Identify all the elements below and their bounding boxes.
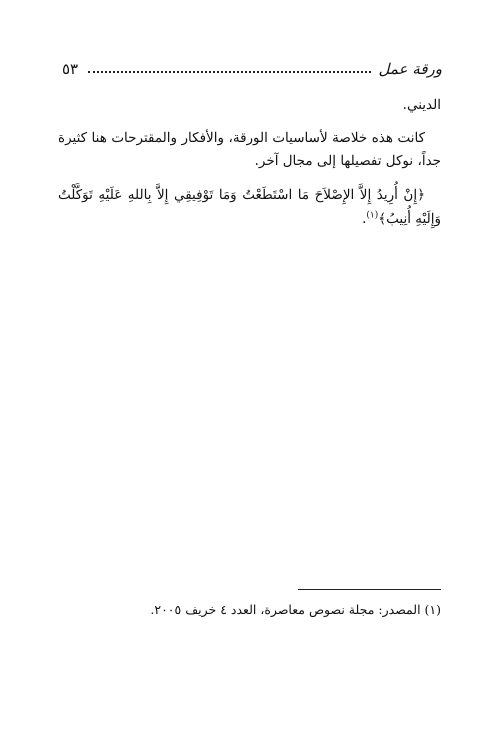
paragraph-continuation: الديني. — [402, 97, 441, 113]
paragraph-summary: كانت هذه خلاصة لأساسيات الورقة، والأفكار والمقترحات هنا كثيرة جداً، نوكل تفصيلها إلى مجال آخر. — [58, 130, 441, 169]
running-header — [62, 56, 442, 78]
verse-end-period: . — [362, 211, 367, 227]
footnote: (١) المصدر: مجلة نصوص معاصرة، العدد ٤ خريف ٢٠٠٥. — [150, 602, 441, 617]
header-title: ورقة عمل — [378, 60, 442, 78]
header-dot-leader — [88, 71, 370, 73]
verse-text: ﴿إِنْ أُرِيدُ إِلاَّ الإِصْلاَحَ مَا اسْتَطَعْتُ وَمَا تَوْفِيقِي إِلاَّ بِاللهِ عَلَيْهِ تَوَكَّلْتُ وَإِلَيْهِ أُنِيبُ﴾ — [58, 187, 441, 227]
page-number: ٥٣ — [62, 60, 79, 78]
body-text — [58, 94, 441, 241]
footnote-separator — [298, 589, 441, 590]
footnote-reference: (١) — [366, 210, 379, 221]
quran-verse — [58, 183, 441, 231]
